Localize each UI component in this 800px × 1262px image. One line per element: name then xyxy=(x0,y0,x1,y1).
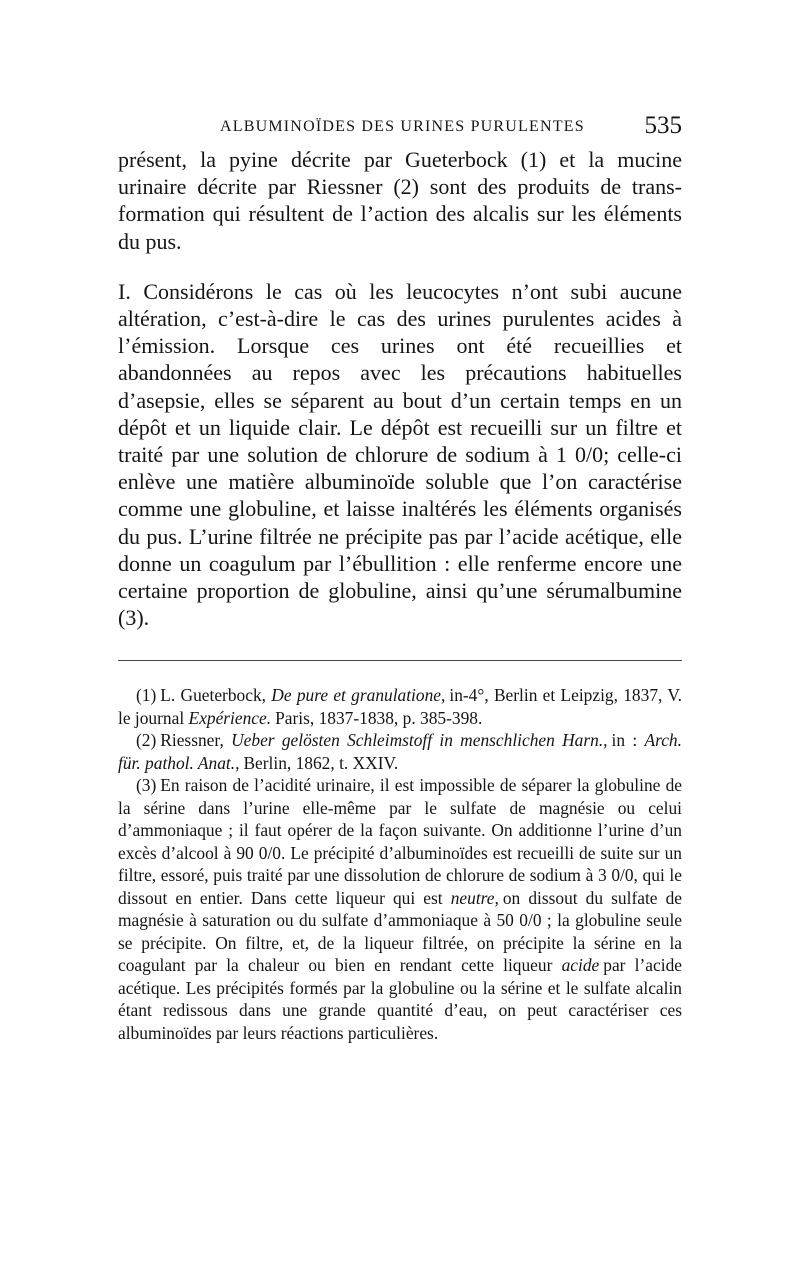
footnote-1-tail: Paris, 1837-1838, p. 385-398. xyxy=(275,707,483,728)
footnote-3-text-a: En raison de l’acidité urinaire, il est impossible de séparer la globuline de la sérine dans l’urine elle-même par le sulfate de magnésie ou celui d’ammoniaque ; il faut opérer de la façon suivante. On additionne l’urine d’un excès d’alcool à 90 0/0. Le précipité d’albuminoïdes est recueilli de suite sur un filtre, essoré, puis traité par une dissolution de chlorure de sodium à 3 0/0, qui le dissout en entier. Dans cette liqueur qui est xyxy=(118,775,682,908)
footnote-2-tail: Berlin, 1862, t. XXIV. xyxy=(243,752,399,773)
footnote-3 xyxy=(118,774,682,1044)
footnote-2-journal: Arch. für. pathol. Anat., xyxy=(118,730,682,773)
footnote-3-italic-neutre: neutre, xyxy=(450,887,499,908)
footnote-1-number: (1) xyxy=(136,685,157,705)
footnote-1-title: De pure et granulatione, xyxy=(271,685,446,705)
footnote-2-mid: in : xyxy=(611,730,638,750)
footnote-3-italic-acide: acide xyxy=(561,955,600,975)
footnote-3-text-b: on dissout du sulfate de magnésie à saturation ou du sulfate d’ammoniaque à 50 0/0 ; la globuline seule se précipite. On filtre, et, de la liqueur filtrée, on précipite la sérine en la coagulant par la chaleur ou bien en rendant cette liqueur xyxy=(118,887,683,975)
footnote-3-text-c: par l’acide acétique. Les précipités formés par la globuline ou la sérine et le sulfate alcalin étant redissous dans une grande quantité d’eau, on peut caractériser ces albuminoïdes par leurs réactions particulières. xyxy=(118,955,682,1043)
footnote-1-journal: Expérience. xyxy=(188,707,272,728)
running-title: ALBUMINOÏDES DES URINES PURULENTES xyxy=(220,118,585,135)
footnote-1-author: L. Gueterbock, xyxy=(160,685,266,705)
footnotes xyxy=(118,684,682,1044)
page-number: 535 xyxy=(644,112,682,139)
footnote-2-author: Riessner, xyxy=(160,730,224,750)
footnote-2-title: Ueber gelösten Schleimstoff in menschlichen Harn., xyxy=(231,730,608,750)
footnote-3-number: (3) xyxy=(136,775,157,795)
main-text xyxy=(118,146,682,631)
footnote-2 xyxy=(118,729,682,774)
footnote-separator xyxy=(118,660,682,661)
footnote-1 xyxy=(118,684,682,729)
footnote-2-number: (2) xyxy=(136,730,157,750)
paragraph-2: I. Considérons le cas où les leucocytes n’ont subi aucune altération, c’est-à-dire le cas des urines purulentes acides à l’émission. Lorsque ces urines ont été recueillies et abandonnées au repos avec les précautions habituelles d’asepsie, elles se séparent au bout d’un certain temps en un dépôt et un liquide clair. Le dépôt est recueilli sur un filtre et traité par une solution de chlorure de sodium à 1 0/0; celle-ci enlève une matière albuminoïde soluble que l’on caractérise comme une globuline, et laisse inaltérés les éléments organisés du pus. L’urine filtrée ne précipite pas par l’acide acétique, elle donne un coagulum par l’ébullition : elle renferme encore une certaine proportion de globuline, ainsi qu’une sérumalbumine (3). xyxy=(118,278,682,631)
footnote-1-mid: in-4°, Berlin et Leipzig, 1837, V. le journal xyxy=(118,685,682,728)
paragraph-1: présent, la pyine décrite par Gueterbock (1) et la mucine urinaire décrite par Riessner (2) sont des produits de transformation qui résultent de l’action des alcalis sur les éléments du pus. xyxy=(118,147,682,254)
page-header xyxy=(118,112,682,144)
